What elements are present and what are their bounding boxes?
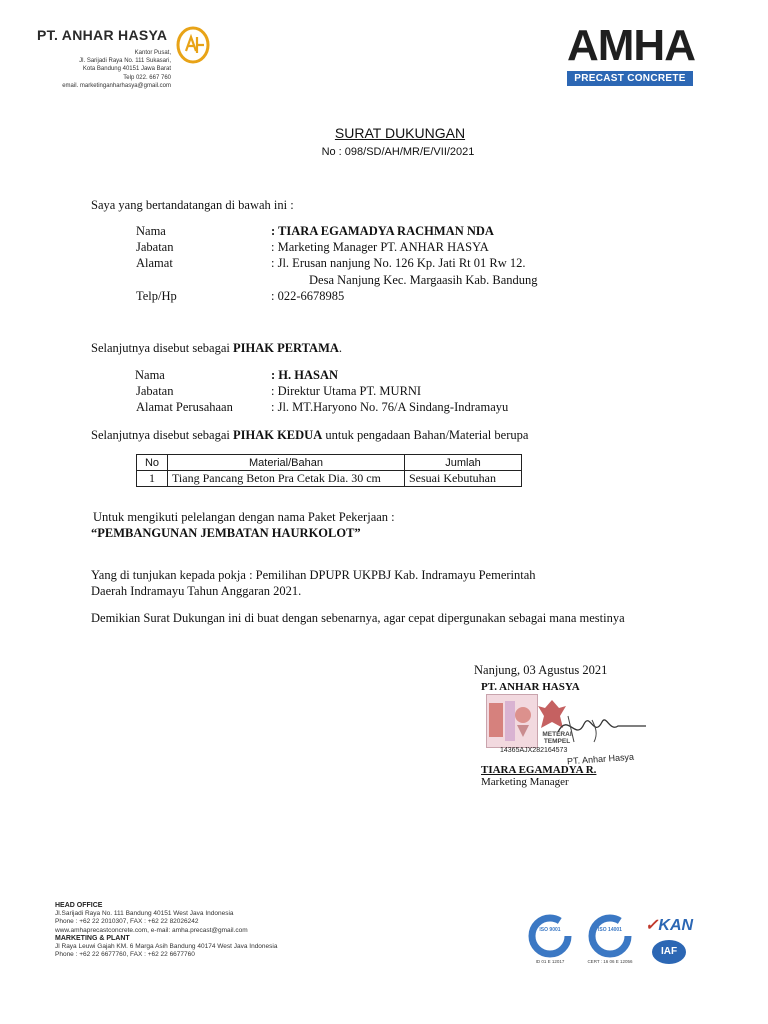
company-stamp: PT. Anhar Hasya [566, 751, 635, 767]
company-address [40, 49, 171, 90]
cert1-label: ISO 9001 [539, 927, 561, 933]
pokja-line-1: Yang di tunjukan kepada pokja : Pemilihan DPUPR UKPBJ Kab. Indramayu Pemerintah [91, 568, 536, 582]
party2-label: Alamat Perusahaan [136, 400, 233, 414]
party2-position: : Direktur Utama PT. MURNI [271, 384, 422, 398]
table-row [137, 471, 522, 487]
head-office-label: HEAD OFFICE [55, 902, 103, 909]
meterai-code: 14365AJX282164573 [500, 747, 568, 754]
party1-label: Telp/Hp [136, 289, 177, 303]
signer-title: Marketing Manager [481, 776, 569, 788]
ref-suffix: untuk pengadaan Bahan/Material berupa [322, 428, 529, 442]
table-header-row [137, 455, 522, 471]
marketing-line: Phone : +62 22 6677760, FAX : +62 22 6677760 [55, 951, 195, 959]
package-intro: Untuk mengikuti pelelangan dengan nama Paket Pekerjaan : [93, 510, 395, 524]
address-line: Kota Bandung 40151 Jawa Barat [82, 66, 171, 73]
head-office-line: Phone : +62 22 2010307, FAX : +62 22 82026242 [55, 918, 199, 926]
kan-label: KAN [658, 917, 694, 934]
party2-name: : H. HASAN [271, 368, 339, 382]
brand-logo: AMHA [567, 21, 695, 70]
letter-title: SURAT DUKUNGAN [334, 125, 466, 141]
party1-phone: : 022-6678985 [271, 289, 345, 303]
footer-addresses [55, 902, 335, 959]
party1-label: Nama [136, 224, 166, 238]
head-office-line: Jl.Sarijadi Raya No. 111 Bandung 40151 West Java Indonesia [55, 910, 234, 918]
head-office-line: www.amhaprecastconcrete.com, e-mail: amha.precast@gmail.com [55, 926, 248, 934]
material-table [136, 454, 522, 487]
kan-logo [645, 915, 693, 935]
letter-number: No : 098/SD/AH/MR/E/VII/2021 [321, 146, 475, 158]
marketing-line: Jl Raya Leuwi Gajah KM. 6 Marga Asih Bandung 40174 West Java Indonesia [55, 943, 278, 951]
meterai-stamp [486, 694, 538, 748]
pokja-line-2: Daerah Indramayu Tahun Anggaran 2021. [91, 584, 302, 598]
place-date: Nanjung, 03 Agustus 2021 [474, 663, 608, 677]
party2-label: Jabatan [136, 384, 174, 398]
party1-label: Alamat [136, 256, 173, 270]
party1-label: Jabatan [136, 240, 174, 254]
col-header-no: No [137, 455, 168, 471]
party1-reference [91, 341, 342, 356]
address-line: email. marketinganharhasya@gmail.com [62, 82, 171, 89]
col-header-quantity: Jumlah [405, 455, 522, 471]
iso-14001-certification-logo [587, 913, 633, 965]
cert1-code: ID 01 E 12017 [535, 959, 565, 964]
party1-address-cont: Desa Nanjung Kec. Margaasih Kab. Bandung [309, 273, 538, 287]
signer-name: TIARA EGAMADYA R. [481, 764, 597, 776]
ref-text: Selanjutnya disebut sebagai [91, 341, 233, 355]
intro-text: Saya yang bertandatangan di bawah ini : [91, 198, 294, 212]
closing-statement: Demikian Surat Dukungan ini di buat dengan sebenarnya, agar cepat dipergunakan sebagai mana mestinya [91, 611, 625, 625]
party2-label: Nama [135, 368, 165, 382]
address-line: Telp 022. 667 760 [123, 74, 171, 81]
brand-subtitle: PRECAST CONCRETE [567, 71, 693, 86]
meterai-label: METERAI TEMPEL [542, 731, 572, 745]
party1-name: : TIARA EGAMADYA RACHMAN NDA [271, 224, 494, 238]
cell-no: 1 [137, 471, 168, 487]
cell-material: Tiang Pancang Beton Pra Cetak Dia. 30 cm [168, 471, 405, 487]
cell-quantity: Sesuai Kebutuhan [405, 471, 522, 487]
ref-text: Selanjutnya disebut sebagai [91, 428, 233, 442]
company-name: PT. ANHAR HASYA [37, 27, 168, 43]
party2-reference [91, 428, 528, 443]
kan-check-icon: ✓ [645, 917, 659, 934]
cert2-label: ISO 14001 [598, 927, 622, 933]
signature-company: PT. ANHAR HASYA [481, 681, 580, 693]
cert2-code: CERT : 16 06 E 12056 [587, 959, 633, 964]
iaf-logo: IAF [652, 940, 686, 964]
party1-position: : Marketing Manager PT. ANHAR HASYA [271, 240, 489, 254]
address-line: Kantor Pusat, [134, 50, 171, 56]
party1-address: : Jl. Erusan nanjung No. 126 Kp. Jati Rt 01 Rw 12. [271, 256, 526, 270]
iso-9001-certification-logo [527, 913, 573, 965]
party2-address: : Jl. MT.Haryono No. 76/A Sindang-Indramayu [271, 400, 509, 414]
handwritten-signature [548, 702, 648, 752]
marketing-label: MARKETING & PLANT [55, 934, 130, 942]
package-name: “PEMBANGUNAN JEMBATAN HAURKOLOT” [91, 526, 361, 540]
company-logo [175, 25, 211, 65]
ref-bold: PIHAK PERTAMA [232, 341, 339, 355]
col-header-material: Material/Bahan [168, 455, 405, 471]
ref-suffix: . [338, 341, 343, 355]
address-line: Jl. Sarijadi Raya No. 111 Sukasari, [79, 58, 171, 65]
ref-bold: PIHAK KEDUA [232, 428, 323, 442]
